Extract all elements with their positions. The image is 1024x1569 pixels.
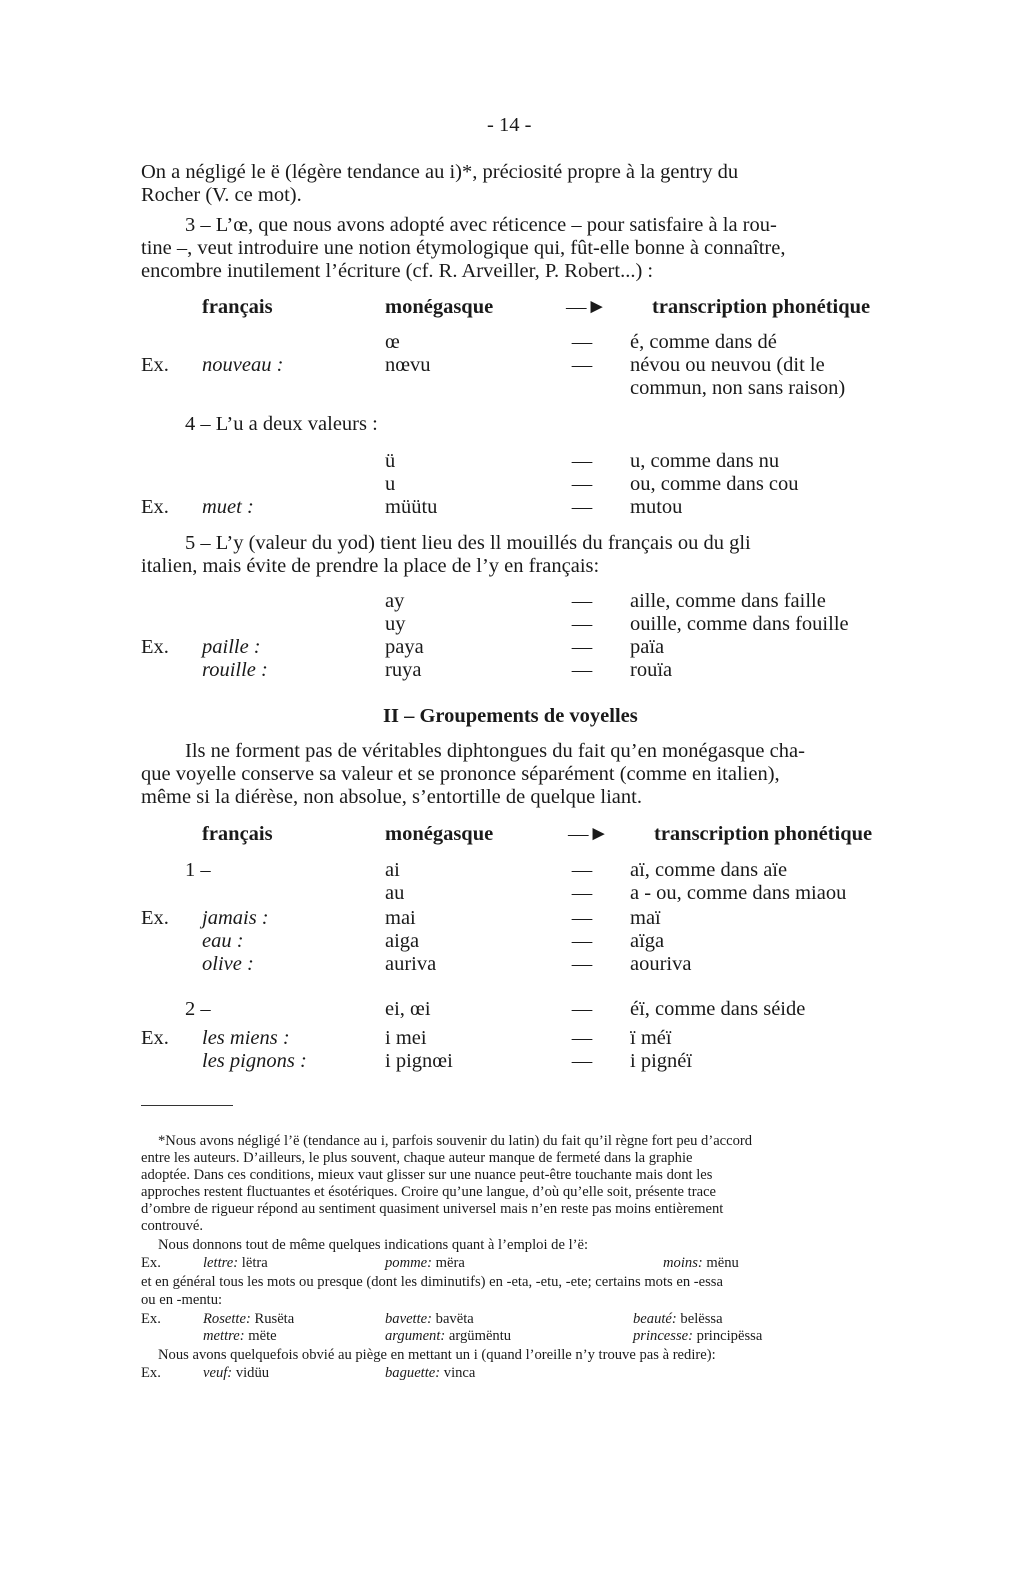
- section4-title: 4 – L’u a deux valeurs :: [185, 413, 378, 435]
- table1-header-transcription: transcription phonétique: [652, 296, 871, 318]
- page-number: - 14 -: [487, 114, 532, 136]
- footnote-ex4-b: [385, 1365, 475, 1382]
- table2-row8-fr: les pignons :: [202, 1050, 307, 1072]
- table1-header-monegasque: monégasque: [385, 296, 494, 318]
- table2-row3-dash: —: [571, 907, 593, 929]
- footnote-ex1-b: [385, 1255, 465, 1272]
- footnote-ex4-a-fr: veuf:: [203, 1365, 233, 1381]
- footnote-ex4-a-mon: vidüu: [235, 1365, 270, 1381]
- table2-row6-mon: ei, œi: [385, 998, 431, 1020]
- footnote-ex4-b-mon: vinca: [443, 1365, 476, 1381]
- section4-row3-ex: Ex.: [141, 496, 169, 518]
- footnote-line-6: controuvé.: [141, 1218, 204, 1234]
- footnote-ex2-b-mon: bavëta: [435, 1311, 474, 1327]
- footnote-ex4-a: [203, 1365, 269, 1382]
- section5-row4-tr: rouïa: [630, 659, 673, 681]
- table2-row1-fr: 1 –: [185, 859, 211, 881]
- table2-row2-dash: —: [571, 882, 593, 904]
- footnote-ex3-a-mon: mëte: [248, 1328, 277, 1344]
- section4-row3-mon: müütu: [385, 496, 438, 518]
- footnote-ex1-a-fr: lettre:: [203, 1255, 239, 1271]
- section4-row3-fr: muet :: [202, 496, 254, 518]
- table2-row3-ex: Ex.: [141, 907, 169, 929]
- table2-row7-ex: Ex.: [141, 1027, 169, 1049]
- paragraph-3-line-3: encombre inutilement l’écriture (cf. R. Arveiller, P. Robert...) :: [141, 260, 654, 282]
- footnote-line-1: *Nous avons négligé l’ë (tendance au i, parfois souvenir du latin) du fait qu’il règne fort peu d’accord: [158, 1133, 753, 1149]
- footnote-line-7: Nous donnons tout de même quelques indications quant à l’emploi de l’ë:: [158, 1237, 589, 1253]
- table2-row5-mon: auriva: [385, 953, 437, 975]
- section5-row1-dash: —: [571, 590, 593, 612]
- footnote-line-8: et en général tous les mots ou presque (dont les diminutifs) en -eta, -etu, -ete; certains mots en -essa: [141, 1274, 723, 1290]
- section-ii-line-2: que voyelle conserve sa valeur et se prononce séparément (comme en italien),: [141, 763, 780, 785]
- table1-row2-fr: nouveau :: [202, 354, 284, 376]
- section4-row2-dash: —: [571, 473, 593, 495]
- section5-row1-mon: ay: [385, 590, 405, 612]
- footnote-ex1-a: [203, 1255, 268, 1272]
- footnote-ex1-c-fr: moins:: [663, 1255, 703, 1271]
- section-ii-title: II – Groupements de voyelles: [383, 705, 638, 727]
- table2-row8-mon: i pignœi: [385, 1050, 453, 1072]
- section5-row4-dash: —: [571, 659, 593, 681]
- table2-row4-mon: aiga: [385, 930, 420, 952]
- section4-row2-tr: ou, comme dans cou: [630, 473, 799, 495]
- section5-row1-tr: aille, comme dans faille: [630, 590, 826, 612]
- footnote-ex2-b: [385, 1311, 474, 1328]
- footnote-line-3: adoptée. Dans ces conditions, mieux vaut glisser sur une nuance peut-être touchante mais dont les: [141, 1167, 713, 1183]
- table2-row1-dash: —: [571, 859, 593, 881]
- table2-row5-dash: —: [571, 953, 593, 975]
- footnote-line-4: approches restent fluctuantes et ésotériques. Croire qu’une langue, d’où qu’elle soit, présente trace: [141, 1184, 717, 1200]
- footnote-ex2-c-fr: beauté:: [633, 1311, 677, 1327]
- table1-arrow-icon: —►: [566, 296, 607, 318]
- footnote-ex3-c-mon: principëssa: [696, 1328, 763, 1344]
- table1-row1-tr: é, comme dans dé: [630, 331, 777, 353]
- paragraph-3-line-1: 3 – L’œ, que nous avons adopté avec réticence – pour satisfaire à la rou-: [185, 214, 777, 236]
- table2-row8-tr: i pignéï: [630, 1050, 693, 1072]
- section5-line-1: 5 – L’y (valeur du yod) tient lieu des ll mouillés du français ou du gli: [185, 532, 751, 554]
- footnote-ex2-c: [633, 1311, 723, 1328]
- section-ii-line-1: Ils ne forment pas de véritables diphtongues du fait qu’en monégasque cha-: [185, 740, 805, 762]
- table2-arrow-icon: —►: [568, 823, 609, 845]
- table2-row3-mon: mai: [385, 907, 416, 929]
- footnote-divider: [141, 1105, 233, 1106]
- table1-row2-ex: Ex.: [141, 354, 169, 376]
- table2-row4-tr: aïga: [630, 930, 665, 952]
- intro-line-1: On a négligé le ë (légère tendance au i)*, préciosité propre à la gentry du: [141, 161, 739, 183]
- table2-row7-mon: i mei: [385, 1027, 427, 1049]
- table2-row3-fr: jamais :: [202, 907, 269, 929]
- footnote-line-10: Nous avons quelquefois obvié au piège en mettant un i (quand l’oreille n’y trouve pas à redire):: [158, 1347, 716, 1363]
- footnote-ex3-c: [633, 1328, 762, 1345]
- footnote-line-9: ou en -mentu:: [141, 1292, 223, 1308]
- table1-row1-mon: œ: [385, 331, 400, 353]
- footnote-line-5: d’ombre de rigueur répond au sentiment quasiment universel mais n’en reste pas moins entièrement: [141, 1201, 724, 1217]
- footnote-ex3-b: [385, 1328, 511, 1345]
- section5-row3-dash: —: [571, 636, 593, 658]
- footnote-ex3-a-fr: mettre:: [203, 1328, 245, 1344]
- footnote-ex1-b-fr: pomme:: [385, 1255, 433, 1271]
- table2-row6-tr: éï, comme dans séide: [630, 998, 806, 1020]
- footnote-ex2-a-fr: Rosette:: [203, 1311, 251, 1327]
- footnote-ex3-b-mon: argümëntu: [448, 1328, 512, 1344]
- footnote-ex2-c-mon: belëssa: [680, 1311, 723, 1327]
- footnote-line-2: entre les auteurs. D’ailleurs, le plus souvent, chaque auteur manque de fermeté dans la graphie: [141, 1150, 693, 1166]
- table2-row4-dash: —: [571, 930, 593, 952]
- footnote-ex1-label: Ex.: [141, 1255, 161, 1271]
- table2-row4-fr: eau :: [202, 930, 244, 952]
- footnote-ex4-b-fr: baguette:: [385, 1365, 441, 1381]
- footnote-ex2-a: [203, 1311, 294, 1328]
- section5-line-2: italien, mais évite de prendre la place de l’y en français:: [141, 555, 600, 577]
- table1-header-francais: français: [202, 296, 273, 318]
- footnote-ex1-c-mon: mënu: [706, 1255, 739, 1271]
- section4-row1-dash: —: [571, 450, 593, 472]
- table2-row1-tr: aï, comme dans aïe: [630, 859, 788, 881]
- table2-row7-fr: les miens :: [202, 1027, 290, 1049]
- footnote-ex3-a: [203, 1328, 277, 1345]
- footnote-ex1-c: [663, 1255, 739, 1272]
- footnote-ex4-label: Ex.: [141, 1365, 161, 1381]
- table2-row1-mon: ai: [385, 859, 400, 881]
- table2-row7-tr: ï méï: [630, 1027, 672, 1049]
- table1-row2-mon: nœvu: [385, 354, 431, 376]
- table2-header-francais: français: [202, 823, 273, 845]
- table2-row5-tr: aouriva: [630, 953, 692, 975]
- footnote-ex2-b-fr: bavette:: [385, 1311, 432, 1327]
- section-ii-line-3: même si la diérèse, non absolue, s’entortille de quelque liant.: [141, 786, 642, 808]
- section5-row2-dash: —: [571, 613, 593, 635]
- section5-row3-ex: Ex.: [141, 636, 169, 658]
- section4-row1-mon: ü: [385, 450, 396, 472]
- table1-row2-tr: névou ou neuvou (dit le: [630, 354, 825, 376]
- table2-row8-dash: —: [571, 1050, 593, 1072]
- table2-row6-fr: 2 –: [185, 998, 211, 1020]
- table2-row3-tr: maï: [630, 907, 661, 929]
- footnote-ex1-a-mon: lëtra: [241, 1255, 268, 1271]
- table1-row3-tr: commun, non sans raison): [630, 377, 846, 399]
- table2-header-transcription: transcription phonétique: [654, 823, 873, 845]
- section5-row3-tr: païa: [630, 636, 665, 658]
- footnote-ex3-c-fr: princesse:: [633, 1328, 693, 1344]
- footnote-ex1-b-mon: mëra: [435, 1255, 465, 1271]
- intro-line-2: Rocher (V. ce mot).: [141, 184, 302, 206]
- section4-row3-dash: —: [571, 496, 593, 518]
- paragraph-3-line-2: tine –, veut introduire une notion étymologique qui, fût-elle bonne à connaître,: [141, 237, 786, 259]
- section5-row3-mon: paya: [385, 636, 424, 658]
- table2-row7-dash: —: [571, 1027, 593, 1049]
- table1-row2-dash: —: [571, 354, 593, 376]
- footnote-ex3-b-fr: argument:: [385, 1328, 446, 1344]
- table2-row2-mon: au: [385, 882, 405, 904]
- footnote-ex2-label: Ex.: [141, 1311, 161, 1327]
- section4-row3-tr: mutou: [630, 496, 683, 518]
- section5-row3-fr: paille :: [202, 636, 261, 658]
- table2-row2-tr: a - ou, comme dans miaou: [630, 882, 847, 904]
- table1-row1-dash: —: [571, 331, 593, 353]
- section5-row4-fr: rouille :: [202, 659, 268, 681]
- table2-header-monegasque: monégasque: [385, 823, 494, 845]
- table2-row6-dash: —: [571, 998, 593, 1020]
- section5-row4-mon: ruya: [385, 659, 422, 681]
- footnote-ex2-a-mon: Rusëta: [254, 1311, 295, 1327]
- section5-row2-tr: ouille, comme dans fouille: [630, 613, 849, 635]
- section4-row1-tr: u, comme dans nu: [630, 450, 780, 472]
- table2-row5-fr: olive :: [202, 953, 254, 975]
- section4-row2-mon: u: [385, 473, 396, 495]
- section5-row2-mon: uy: [385, 613, 406, 635]
